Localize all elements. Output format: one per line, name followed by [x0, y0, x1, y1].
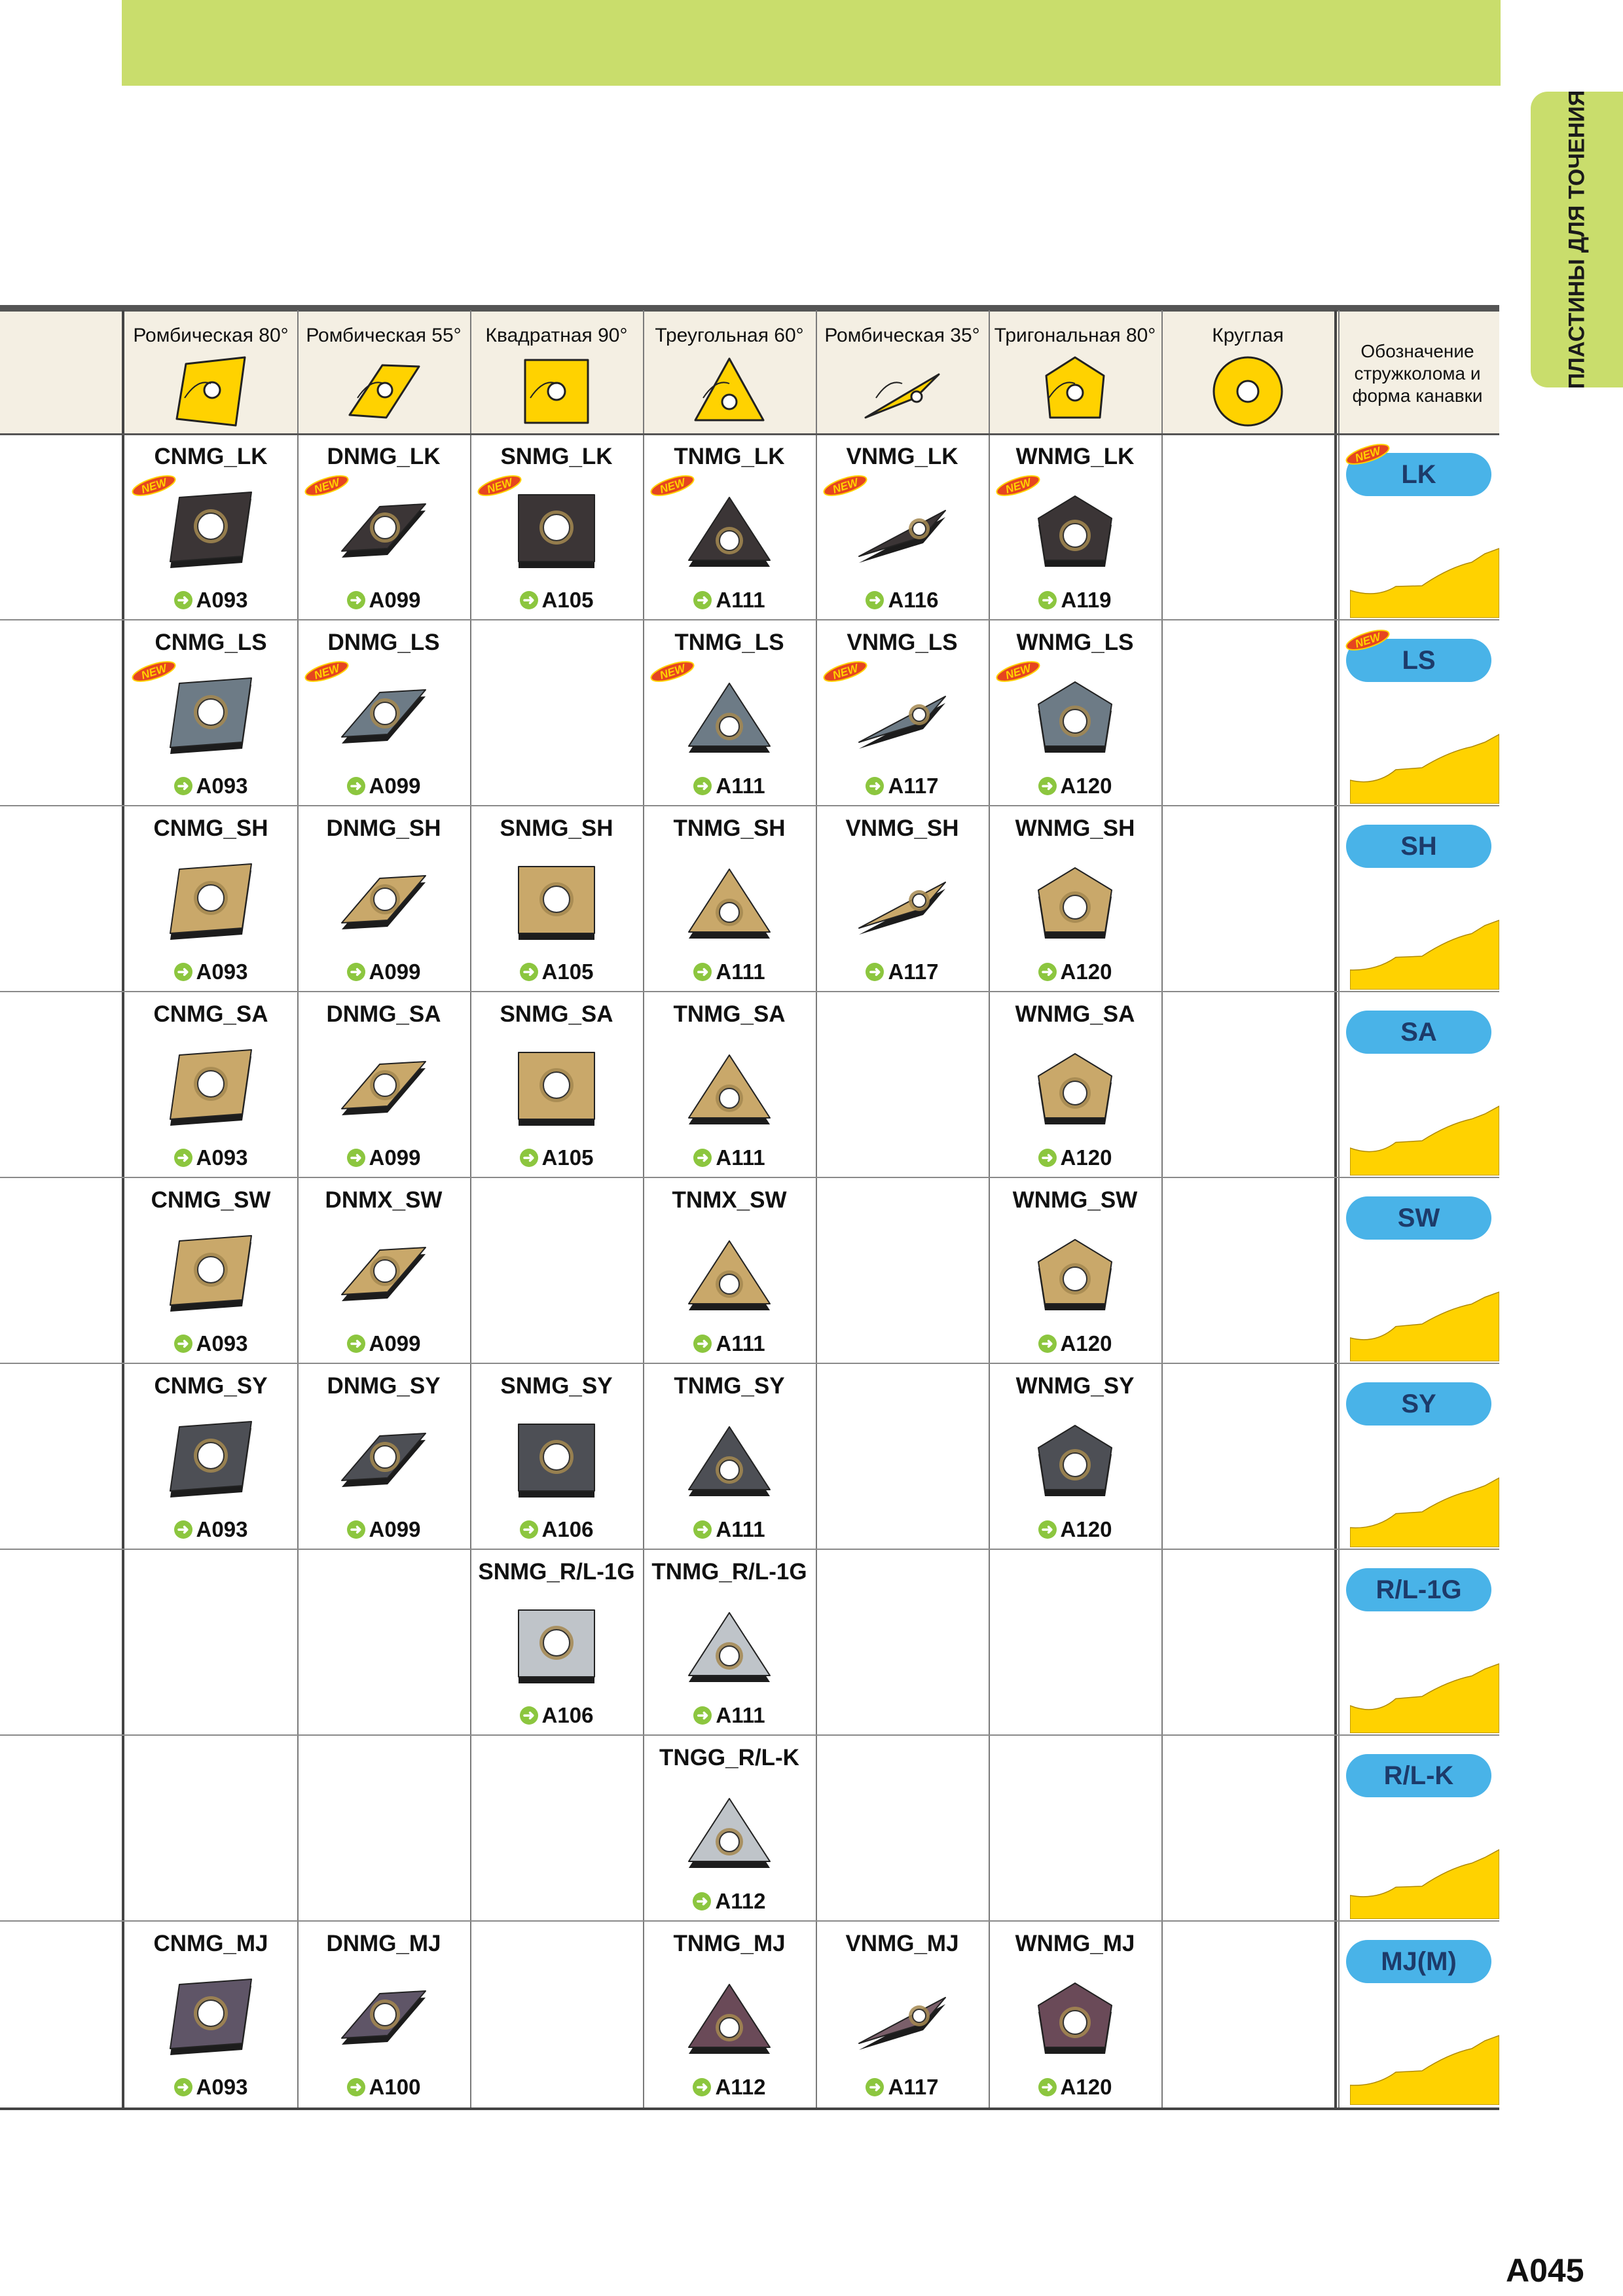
page-reference-link[interactable] — [816, 960, 989, 984]
insert-cell — [470, 1550, 643, 1734]
insert-name: TNMG_LS — [674, 630, 784, 655]
groove-profile — [1350, 1660, 1499, 1733]
page-reference: A119 — [1061, 588, 1112, 612]
insert-cell — [470, 1364, 643, 1549]
insert-name: TNMG_LK — [674, 444, 785, 469]
arrow-right-icon: ➜ — [1038, 1335, 1057, 1353]
insert-image — [1029, 488, 1121, 573]
insert-image — [165, 674, 257, 759]
page-reference-link[interactable] — [124, 588, 297, 613]
page-reference-link[interactable] — [816, 2075, 989, 2100]
insert-name: SNMG_SA — [500, 1001, 613, 1027]
insert-image — [1029, 674, 1121, 759]
page-reference-link[interactable] — [989, 1145, 1161, 1170]
breaker-code-badge: SH — [1346, 825, 1491, 868]
insert-image — [856, 488, 948, 573]
page-reference-link[interactable] — [297, 1517, 470, 1542]
page-reference-link[interactable] — [643, 1331, 816, 1356]
section-side-tab — [1531, 92, 1623, 387]
page-reference-link[interactable] — [470, 1145, 643, 1170]
breaker-code-badge: MJ(M) — [1346, 1940, 1491, 1983]
insert-name: WNMG_SA — [1015, 1001, 1135, 1027]
breaker-code-badge: SY — [1346, 1382, 1491, 1426]
insert-image — [1029, 1418, 1121, 1503]
arrow-right-icon: ➜ — [347, 591, 365, 609]
insert-name: CNMG_SH — [153, 816, 268, 841]
insert-image — [511, 1418, 602, 1503]
insert-cell — [470, 435, 643, 619]
insert-cell — [643, 435, 816, 619]
column-title: Треугольная 60° — [655, 325, 804, 346]
arrow-right-icon: ➜ — [347, 963, 365, 981]
insert-name: SNMG_R/L-1G — [478, 1559, 635, 1585]
page-reference: A120 — [1060, 774, 1112, 798]
page-reference-link[interactable] — [643, 1517, 816, 1542]
insert-image — [684, 1418, 775, 1503]
arrow-right-icon: ➜ — [174, 777, 192, 795]
trigon-80-icon — [1036, 352, 1114, 431]
insert-name: DNMG_SH — [326, 816, 441, 841]
breaker-code-badge: SA — [1346, 1011, 1491, 1054]
insert-name: CNMG_SY — [154, 1373, 268, 1399]
insert-name: CNMG_MJ — [153, 1931, 268, 1956]
new-badge-text: NEW — [139, 476, 168, 496]
column-title: Ромбическая 80° — [133, 325, 289, 346]
groove-profile — [1350, 1102, 1499, 1175]
insert-name: WNMG_LS — [1016, 630, 1134, 655]
insert-cell — [643, 1550, 816, 1734]
page-reference-link[interactable] — [989, 2075, 1161, 2100]
insert-cell — [989, 992, 1161, 1177]
page-reference: A099 — [369, 1517, 421, 1541]
page-reference-link[interactable] — [470, 1517, 643, 1542]
new-badge-text: NEW — [1353, 630, 1382, 651]
insert-image — [165, 860, 257, 945]
page-reference: A111 — [716, 1703, 765, 1727]
breaker-legend-cell — [1338, 1550, 1499, 1734]
insert-cell — [470, 992, 643, 1177]
page-reference: A120 — [1060, 960, 1112, 984]
insert-image — [1029, 1046, 1121, 1131]
page-reference: A111 — [716, 774, 765, 798]
insert-name: DNMG_SY — [327, 1373, 441, 1399]
arrow-right-icon: ➜ — [693, 1520, 712, 1539]
legend-title: Обозначение стружколома и форма канавки — [1352, 341, 1483, 406]
arrow-right-icon: ➜ — [1038, 1520, 1057, 1539]
arrow-right-icon: ➜ — [693, 777, 712, 795]
insert-image — [511, 1604, 602, 1689]
insert-image — [1029, 860, 1121, 945]
page-reference-link[interactable] — [643, 774, 816, 798]
new-badge-text: NEW — [139, 662, 168, 682]
page-reference-link[interactable] — [124, 2075, 297, 2100]
side-tab-label: ПЛАСТИНЫ ДЛЯ ТОЧЕНИЯ — [1564, 90, 1589, 389]
insert-name: TNMG_R/L-1G — [651, 1559, 807, 1585]
page-reference-link[interactable] — [989, 588, 1161, 613]
breaker-legend-cell — [1338, 806, 1499, 991]
page-reference-link[interactable] — [297, 2075, 470, 2100]
page-reference: A111 — [716, 1331, 765, 1355]
insert-cell — [470, 806, 643, 991]
arrow-right-icon: ➜ — [520, 1520, 538, 1539]
insert-name: TNMX_SW — [672, 1187, 787, 1213]
page-number: A045 — [1506, 2252, 1584, 2289]
breaker-code-badge: R/L-1G — [1346, 1568, 1491, 1611]
insert-cell — [297, 806, 470, 991]
insert-cell — [124, 1178, 297, 1363]
arrow-right-icon: ➜ — [693, 1335, 712, 1353]
insert-cell — [989, 806, 1161, 991]
insert-image — [338, 860, 429, 945]
page-reference: A100 — [369, 2075, 421, 2099]
arrow-right-icon: ➜ — [347, 777, 365, 795]
insert-image — [684, 1604, 775, 1689]
insert-name: SNMG_SH — [500, 816, 613, 841]
round-icon — [1209, 352, 1287, 431]
page-reference-link[interactable] — [643, 2075, 816, 2100]
arrow-right-icon: ➜ — [347, 1335, 365, 1353]
breaker-code-badge: LK — [1346, 453, 1491, 496]
insert-cell — [124, 435, 297, 619]
insert-image — [165, 488, 257, 573]
insert-image — [511, 488, 602, 573]
arrow-right-icon: ➜ — [693, 963, 712, 981]
insert-cell — [643, 620, 816, 805]
insert-cell — [989, 1922, 1161, 2106]
column-title: Тригональная 80° — [994, 325, 1156, 346]
page-reference-link[interactable] — [989, 1331, 1161, 1356]
insert-cell — [643, 1736, 816, 1920]
insert-cell — [989, 435, 1161, 619]
new-badge-text: NEW — [831, 662, 860, 682]
arrow-right-icon: ➜ — [1038, 591, 1057, 609]
insert-name: VNMG_MJ — [845, 1931, 959, 1956]
insert-name: CNMG_LK — [154, 444, 268, 469]
page-reference: A117 — [888, 960, 939, 984]
page-reference: A105 — [541, 960, 594, 984]
page-reference-link[interactable] — [989, 1517, 1161, 1542]
breaker-legend-cell — [1338, 1736, 1499, 1920]
page-reference: A105 — [541, 1145, 594, 1170]
page-reference: A099 — [369, 588, 421, 612]
arrow-right-icon: ➜ — [1038, 963, 1057, 981]
arrow-right-icon: ➜ — [866, 777, 884, 795]
insert-image — [338, 1046, 429, 1131]
insert-cell — [124, 1364, 297, 1549]
page-reference: A099 — [369, 960, 421, 984]
new-badge-text: NEW — [831, 476, 860, 496]
insert-cell — [816, 620, 989, 805]
new-badge-text: NEW — [658, 476, 687, 496]
triangle-60-icon — [690, 352, 769, 431]
page-reference: A111 — [716, 960, 765, 984]
new-badge-text: NEW — [312, 662, 341, 682]
insert-name: DNMG_LK — [327, 444, 441, 469]
insert-name: VNMG_LK — [846, 444, 958, 469]
insert-image — [684, 1975, 775, 2060]
page-reference-link[interactable] — [297, 1145, 470, 1170]
insert-image — [684, 1232, 775, 1317]
insert-name: TNGG_R/L-K — [659, 1745, 799, 1770]
insert-name: DNMG_SA — [326, 1001, 441, 1027]
insert-cell — [643, 1178, 816, 1363]
breaker-code-badge: R/L-K — [1346, 1754, 1491, 1797]
page-reference: A093 — [196, 588, 248, 612]
page-reference-link[interactable] — [989, 774, 1161, 798]
arrow-right-icon: ➜ — [693, 1892, 711, 1910]
page-reference: A093 — [196, 1331, 248, 1355]
arrow-right-icon: ➜ — [347, 2078, 365, 2096]
insert-cell — [297, 1922, 470, 2106]
page-reference-link[interactable] — [816, 588, 989, 613]
arrow-right-icon: ➜ — [693, 2078, 711, 2096]
breaker-legend-cell — [1338, 435, 1499, 619]
column-title: Квадратная 90° — [485, 325, 628, 346]
breaker-code-badge: SW — [1346, 1196, 1491, 1240]
arrow-right-icon: ➜ — [347, 1520, 365, 1539]
arrow-right-icon: ➜ — [693, 591, 712, 609]
page-reference-link[interactable] — [643, 1889, 816, 1914]
insert-cell — [989, 620, 1161, 805]
page-reference-link[interactable] — [124, 1517, 297, 1542]
insert-image — [165, 1046, 257, 1131]
new-badge-text: NEW — [485, 476, 514, 496]
insert-image — [684, 488, 775, 573]
breaker-legend-cell — [1338, 1922, 1499, 2106]
breaker-code-badge: LS — [1346, 639, 1491, 682]
insert-image — [684, 674, 775, 759]
arrow-right-icon: ➜ — [1038, 777, 1057, 795]
insert-image — [1029, 1975, 1121, 2060]
column-title: Ромбическая 35° — [824, 325, 980, 346]
insert-name: CNMG_SW — [151, 1187, 271, 1213]
page-reference: A117 — [888, 2075, 939, 2099]
insert-image — [338, 1975, 429, 2060]
breaker-legend-cell — [1338, 1364, 1499, 1549]
page-reference: A117 — [888, 774, 939, 798]
column-divider — [1161, 310, 1163, 2108]
insert-cell — [643, 806, 816, 991]
page-reference-link[interactable] — [124, 774, 297, 798]
breaker-legend-cell — [1338, 620, 1499, 805]
arrow-right-icon: ➜ — [866, 591, 884, 609]
arrow-right-icon: ➜ — [1038, 2078, 1057, 2096]
arrow-right-icon: ➜ — [174, 963, 192, 981]
insert-cell — [643, 1922, 816, 2106]
rhombic-80-icon — [172, 352, 250, 431]
page-reference: A099 — [369, 774, 421, 798]
arrow-right-icon: ➜ — [693, 1149, 712, 1167]
arrow-right-icon: ➜ — [520, 1706, 538, 1725]
table-bottom-rule — [0, 2108, 1499, 2110]
arrow-right-icon: ➜ — [174, 1335, 192, 1353]
square-90-icon — [517, 352, 596, 431]
insert-cell — [816, 1922, 989, 2106]
insert-image — [684, 860, 775, 945]
arrow-right-icon: ➜ — [174, 591, 192, 609]
insert-cell — [816, 806, 989, 991]
page-reference: A093 — [196, 774, 248, 798]
insert-image — [165, 1418, 257, 1503]
table-top-rule — [0, 305, 1499, 312]
page-reference: A105 — [541, 588, 594, 612]
groove-profile — [1350, 1474, 1499, 1547]
arrow-right-icon: ➜ — [174, 1149, 192, 1167]
page-reference-link[interactable] — [124, 960, 297, 984]
arrow-right-icon: ➜ — [866, 2078, 884, 2096]
page-reference-link[interactable] — [470, 588, 643, 613]
column-divider — [1334, 310, 1337, 2108]
new-badge-text: NEW — [1353, 444, 1382, 465]
insert-cell — [297, 435, 470, 619]
page-reference: A093 — [196, 1517, 248, 1541]
page-reference: A111 — [716, 588, 765, 612]
page-reference: A112 — [715, 2075, 766, 2099]
page-reference: A099 — [369, 1145, 421, 1170]
insert-name: DNMG_MJ — [326, 1931, 441, 1956]
insert-name: VNMG_LS — [847, 630, 958, 655]
insert-image — [684, 1046, 775, 1131]
page-reference: A116 — [888, 588, 939, 612]
insert-image — [165, 1975, 257, 2060]
breaker-legend-cell — [1338, 992, 1499, 1177]
groove-profile — [1350, 730, 1499, 804]
page-reference-link[interactable] — [989, 960, 1161, 984]
insert-cell — [124, 620, 297, 805]
groove-profile — [1350, 545, 1499, 618]
insert-name: SNMG_LK — [500, 444, 613, 469]
insert-name: CNMG_LS — [155, 630, 267, 655]
insert-name: TNMG_SH — [673, 816, 786, 841]
page-reference-link[interactable] — [297, 774, 470, 798]
new-badge-text: NEW — [1004, 476, 1032, 496]
page-reference-link[interactable] — [470, 1703, 643, 1728]
insert-image — [511, 860, 602, 945]
page-reference-link[interactable] — [643, 1703, 816, 1728]
page-reference: A093 — [196, 2075, 248, 2099]
page-reference: A120 — [1060, 1331, 1112, 1355]
insert-cell — [124, 1922, 297, 2106]
insert-cell — [297, 620, 470, 805]
insert-image — [1029, 1232, 1121, 1317]
arrow-right-icon: ➜ — [866, 963, 884, 981]
insert-image — [856, 674, 948, 759]
insert-image — [684, 1789, 775, 1874]
new-badge-text: NEW — [1004, 662, 1032, 682]
insert-cell — [297, 992, 470, 1177]
new-badge-text: NEW — [312, 476, 341, 496]
page-reference-link[interactable] — [297, 960, 470, 984]
insert-cell — [643, 992, 816, 1177]
arrow-right-icon: ➜ — [1038, 1149, 1057, 1167]
top-accent-bar — [122, 0, 1501, 86]
rhombic-35-icon — [863, 352, 941, 431]
page-reference-link[interactable] — [124, 1331, 297, 1356]
insert-image — [338, 1232, 429, 1317]
insert-name: DNMX_SW — [325, 1187, 443, 1213]
insert-image — [511, 1046, 602, 1131]
page-reference-link[interactable] — [643, 1145, 816, 1170]
insert-name: TNMG_MJ — [673, 1931, 786, 1956]
insert-name: TNMG_SY — [674, 1373, 785, 1399]
insert-name: WNMG_SW — [1012, 1187, 1138, 1213]
insert-name: WNMG_LK — [1015, 444, 1135, 469]
insert-name: CNMG_SA — [153, 1001, 268, 1027]
insert-name: WNMG_SH — [1015, 816, 1135, 841]
insert-image — [165, 1232, 257, 1317]
insert-cell — [297, 1178, 470, 1363]
page-reference: A099 — [369, 1331, 421, 1355]
arrow-right-icon: ➜ — [174, 1520, 192, 1539]
page-reference: A111 — [716, 1517, 765, 1541]
page-reference: A112 — [715, 1889, 766, 1913]
page-reference: A120 — [1060, 1517, 1112, 1541]
page-reference: A106 — [541, 1517, 594, 1541]
rhombic-55-icon — [344, 352, 423, 431]
arrow-right-icon: ➜ — [520, 591, 538, 609]
insert-name: WNMG_SY — [1015, 1373, 1135, 1399]
arrow-right-icon: ➜ — [174, 2078, 192, 2096]
insert-cell — [124, 806, 297, 991]
insert-cell — [643, 1364, 816, 1549]
insert-cell — [989, 1178, 1161, 1363]
page-reference: A106 — [541, 1703, 594, 1727]
arrow-right-icon: ➜ — [520, 1149, 538, 1167]
insert-name: WNMG_MJ — [1015, 1931, 1135, 1956]
page-reference-link[interactable] — [816, 774, 989, 798]
page-reference: A120 — [1060, 2075, 1112, 2099]
arrow-right-icon: ➜ — [693, 1706, 712, 1725]
insert-cell — [989, 1364, 1161, 1549]
page-reference-link[interactable] — [124, 1145, 297, 1170]
column-title: Круглая — [1212, 325, 1284, 346]
breaker-legend-cell — [1338, 1178, 1499, 1363]
page-reference: A120 — [1060, 1145, 1112, 1170]
page-reference-link[interactable] — [297, 588, 470, 613]
groove-profile — [1350, 916, 1499, 990]
insert-cell — [124, 992, 297, 1177]
page-reference-link[interactable] — [643, 960, 816, 984]
page-reference: A111 — [716, 1145, 765, 1170]
insert-image — [338, 674, 429, 759]
page-reference-link[interactable] — [297, 1331, 470, 1356]
arrow-right-icon: ➜ — [347, 1149, 365, 1167]
insert-cell — [816, 435, 989, 619]
groove-profile — [1350, 2032, 1499, 2105]
arrow-right-icon: ➜ — [520, 963, 538, 981]
insert-image — [856, 860, 948, 945]
insert-image — [856, 1975, 948, 2060]
groove-profile — [1350, 1846, 1499, 1919]
page-reference-link[interactable] — [470, 960, 643, 984]
page-reference: A093 — [196, 960, 248, 984]
insert-cell — [297, 1364, 470, 1549]
insert-image — [338, 1418, 429, 1503]
insert-name: VNMG_SH — [845, 816, 959, 841]
page-reference-link[interactable] — [643, 588, 816, 613]
insert-image — [338, 488, 429, 573]
insert-name: DNMG_LS — [327, 630, 440, 655]
insert-name: TNMG_SA — [673, 1001, 786, 1027]
breaker-table — [0, 305, 1499, 2110]
page-reference: A093 — [196, 1145, 248, 1170]
new-badge-text: NEW — [658, 662, 687, 682]
column-title: Ромбическая 55° — [306, 325, 462, 346]
groove-profile — [1350, 1288, 1499, 1361]
insert-name: SNMG_SY — [500, 1373, 613, 1399]
